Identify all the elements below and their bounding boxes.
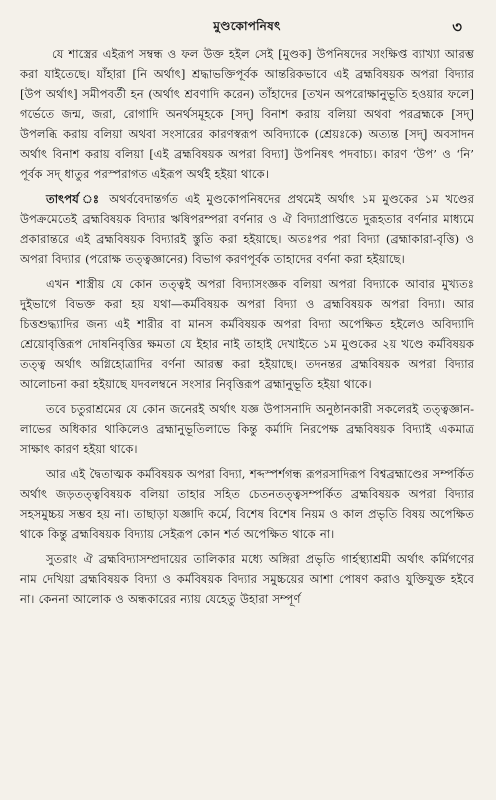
paragraph-1 bbox=[20, 44, 474, 184]
paragraph-2-text: অথর্ববেদান্তর্গত এই মুণ্ডকোপনিষদের প্রথমেই অর্থাৎ ১ম মুণ্ডকের ১ম খণ্ডের উপক্রমেতেই ব্রহ্মবিষয়ক বিদ্যার ঋষিপরম্পরা বর্ণনার ও ঐ বিদ্যাপ্রাপ্তিতে দুরূহতার বর্ণনার মাধ্যমে প্রকারান্তরে এই ব্রহ্মবিষয়ক বিদ্যারই স্তুতি করা হইয়াছে। অতঃপর পরা বিদ্যা (ব্রহ্মাকারা-বৃত্তি) ও অপরা বিদ্যার (পরোক্ষ তত্ত্বজ্ঞানের) বিভাগ করণপূর্বক তাহাদের বর্ণনা করা হইয়াছে। bbox=[20, 192, 474, 266]
tatparya-label: তাৎপর্য ঃ bbox=[46, 192, 103, 206]
page-header bbox=[20, 0, 474, 44]
paragraph-6-text: সুতরাং ঐ ব্রহ্মবিদ্যাসম্প্রদায়ের তালিকার মধ্যে অঙ্গিরা প্রভৃতি গার্হস্থ্যাশ্রমী অর্থাৎ কর্মিগণের নাম দেখিয়া ব্রহ্মবিষয়ক বিদ্যা ও কর্মবিষয়ক বিদ্যার সমুচ্চয়ের আশা পোষণ করাও যুক্তিযুক্ত হইবে না। কেননা আলোক ও অন্ধকারের ন্যায় যেহেতু উহারা সম্পূর্ণ bbox=[20, 552, 474, 606]
body-text bbox=[20, 44, 474, 609]
paragraph-6 bbox=[20, 549, 474, 609]
paragraph-3-text: এখন শাস্ত্রীয় যে কোন তত্ত্বই অপরা বিদ্যাসংজ্ঞক বলিয়া অপরা বিদ্যাকে আবার মুখ্যতঃ দুইভাগে বিভক্ত করা হয় যথা—কর্মবিষয়ক অপরা বিদ্যা ও ব্রহ্মবিষয়ক অপরা বিদ্যা। আর চিত্তশুদ্ধ্যাদির জন্য এই শারীর বা মানস কর্মবিষয়ক অপরা বিদ্যা অপেক্ষিত হইলেও অবিদ্যাদি শ্রেয়োবৃত্তিরূপ দোষনিবৃত্তির ক্ষমতা যে ইহার নাই তাহাই দেখাইতে ১ম মুণ্ডকের ২য় খণ্ডে কর্মবিষয়ক তত্ত্ব অর্থাৎ অগ্নিহোত্রাদির বর্ণনা আরম্ভ করা হইয়াছে। তদনন্তর ব্রহ্মবিষয়ক অপরা বিদ্যার আলোচনা করা হইয়াছে যদবলম্বনে সংসার নিবৃত্তিরূপ ব্রহ্মানুভূতি হইয়া থাকে। bbox=[20, 277, 474, 391]
paragraph-1-text: যে শাস্ত্রের এইরূপ সম্বন্ধ ও ফল উক্ত হইল সেই [মুণ্ডক] উপনিষদের সংক্ষিপ্ত ব্যাখ্যা আরম্ভ করা যাইতেছে। যাঁহারা [নি অর্থাৎ] শ্রদ্ধাভক্তিপূর্বক আন্তরিকভাবে এই ব্রহ্মবিষয়ক অপরা বিদ্যার [উপ অর্থাৎ] সমীপবর্তী হন (অর্থাৎ শ্রবণাদি করেন) তাঁহাদের [তখন অপরোক্ষানুভূতি হওয়ার ফলে] গর্ভেতে জন্ম, জরা, রোগাদি অনর্থসমূহকে [সদ্] বিনাশ করায় বলিয়া অথবা পরব্রহ্মকে [সদ্] উপলব্ধি করায় বলিয়া অথবা সংসারের কারণস্বরূপ অবিদ্যাকে (শ্রেয়ঃকে) অত্যন্ত [সদ্] অবসাদন অর্থাৎ বিনাশ করায় বলিয়া [এই ব্রহ্মবিষয়ক অপরা বিদ্যা] উপনিষৎ পদবাচ্য। কারণ ‘উপ’ ও ‘নি’ পূর্বক সদ্ ধাতুর পরস্পরাগত এইরূপ অর্থই হইয়া থাকে। bbox=[20, 47, 474, 181]
page-number: ৩ bbox=[452, 18, 462, 36]
paragraph-4-text: তবে চতুরাশ্রমের যে কোন জনেরই অর্থাৎ যজ্ঞ উপাসনাদি অনুষ্ঠানকারী সকলেরই তত্ত্বজ্ঞান-লাভের অধিকার থাকিলেও ব্রহ্মানুভূতিলাভে কিন্তু কর্মাদি নিরপেক্ষ ব্রহ্মবিষয়ক বিদ্যাই একমাত্র সাক্ষাৎ কারণ হইয়া থাকে। bbox=[20, 402, 474, 456]
paragraph-3 bbox=[20, 274, 474, 394]
paragraph-4 bbox=[20, 399, 474, 459]
running-title: মুণ্ডকোপনিষৎ bbox=[213, 19, 281, 33]
paragraph-5-text: আর এই দ্বৈতাত্মক কর্মবিষয়ক অপরা বিদ্যা, শব্দস্পর্শগন্ধ রূপরসাদিরূপ বিশ্বব্রহ্মাণ্ডের সম্পর্কিত অর্থাৎ জড়তত্ত্ববিষয়ক বলিয়া তাহার সহিত চেতনতত্ত্বসম্পর্কিত ব্রহ্মবিষয়ক অপরা বিদ্যার সহসমুচ্চয় সম্ভব হয় না। তাছাড়া যজ্ঞাদি কর্মে, বিশেষ বিশেষ নিয়ম ও কাল প্রভৃতি বিষয় অপেক্ষিত থাকে কিন্তু ব্রহ্মবিষয়ক বিদ্যায় সেইরূপ কোন শর্ত অপেক্ষিত থাকে না। bbox=[20, 467, 474, 541]
paragraph-5 bbox=[20, 464, 474, 544]
paragraph-2 bbox=[20, 189, 474, 269]
